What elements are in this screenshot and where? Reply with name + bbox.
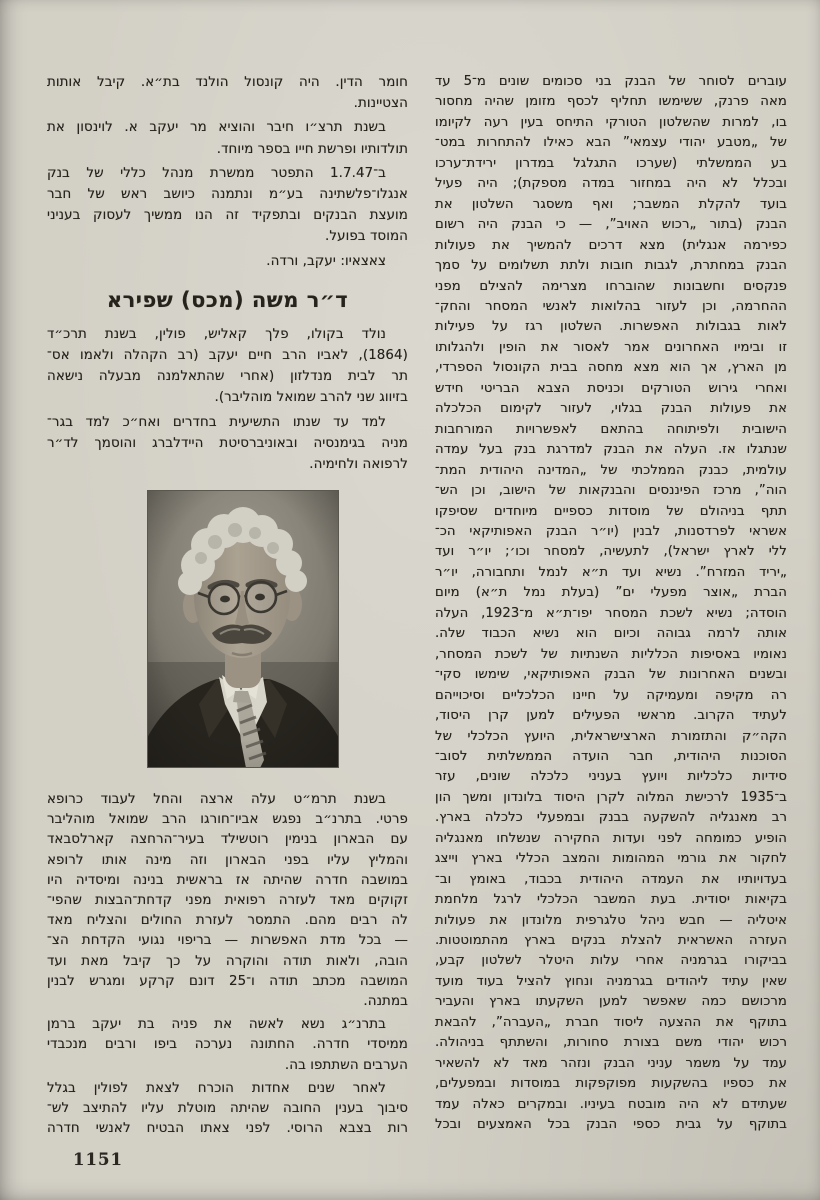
text-line: והמליץ עליו בפני הבארון וזה מינה אותו לרופא bbox=[47, 852, 408, 868]
text-line: לאחר שנים אחדות הוכרח לצאת לפולין בגלל bbox=[47, 1080, 386, 1096]
text-line: בעדויותיו את העמדה היהודית בכבוד, באומץ וב־ bbox=[435, 871, 787, 887]
paragraph bbox=[47, 117, 408, 159]
text-line: אנגלו־פלשתינה בע״מ ונתמנה כיושב ראש של חבר bbox=[47, 187, 408, 203]
portrait-photo bbox=[147, 490, 339, 768]
text-line: במתנה. bbox=[363, 994, 408, 1010]
text-line: איטליה — חבש ניהל טלגרפית מלונדון את פעולות bbox=[435, 912, 787, 928]
text-line: ובכלל לא היה במחזור במדה מספקת); היה פעיל bbox=[435, 176, 787, 192]
text-line: ואחרי גירוש הטורקים וכניסת הצבא הבריטי חידש bbox=[435, 380, 787, 396]
paragraph bbox=[47, 324, 408, 409]
text-line: תר לבית מנדלזון (אחרי שהתאלמנה מבעלה נישאה bbox=[47, 369, 408, 385]
text-line: מאה פרנק, ששימשו תחליף לכסף מזומן שהיה מחסור bbox=[435, 94, 787, 110]
text-line: בתוקף את ההצעה ליסוד חברת „העברה”, להבאת bbox=[435, 1014, 787, 1030]
text-line: המושבה מכתב תודה ו־25 דונם קרקע ומגרש לבנין bbox=[47, 973, 408, 989]
text-line: הישובית ולפיתוחה בהתאם לאפשרויות המורחבות bbox=[435, 421, 787, 437]
text-line: שאין עתיד ליהודים בגרמניה ונחוץ להציל בעוד מועד bbox=[435, 973, 787, 989]
text-line: הוה”, מרכז הפיננסים והבנקאות של הישוב, וכן הש־ bbox=[435, 483, 787, 499]
text-line: מרכושם כמה שאפשר למען השקעתו בארץ והעביר bbox=[435, 994, 787, 1010]
text-line: עוברים לסוחר של הבנק בני סכומים שונים מ־5 עד bbox=[435, 74, 787, 89]
text-line: (1864), לאביו הרב חיים יעקב (רב הקהלה ולאמו אס־ bbox=[47, 348, 408, 364]
text-line: זו ובימיו האחרונים אמר לאסור את הופין ולהגלותו bbox=[435, 339, 787, 355]
text-line: הצטיינות. bbox=[353, 96, 408, 112]
text-line: ובשנים האחרונות של הבנק האפותיקאי, שימשו סקי־ bbox=[435, 667, 787, 683]
text-line: בשנת תרצ״ו חיבר והוציא מר יעקב א. לוינסון את bbox=[47, 120, 386, 136]
page-number: 1151 bbox=[73, 1150, 123, 1169]
text-line: בתרנ״ג נשא לאשה את פניה בת יעקב ברמן bbox=[47, 1017, 386, 1033]
text-line: רה מקיפה ומעמיקה על חיינו הכלכליים וסיכוייהם bbox=[435, 687, 787, 703]
text-line: מן הארץ, אך הוא מצא מחסה בבית הקונסול הספרדי, bbox=[435, 360, 787, 376]
paragraph bbox=[47, 72, 408, 114]
text-line: שנתגלו אז. העלה את הבנק למדרגת בנק בעל עמדה bbox=[435, 442, 787, 458]
text-line: רב מאנגליה להשקעה בבנק ובמפעלי כלכלה בארץ. bbox=[435, 810, 787, 826]
text-line: בע הממשלתי (שערכו התגלגל במדרון ירידת־ערכו bbox=[435, 155, 787, 171]
text-line: מועצת הבנקים ובתפקיד זה הנו ממשיך לעסוק בעניני bbox=[47, 208, 408, 224]
text-line: ב־1.7.47 התפטר ממשרת מנהל כללי של בנק bbox=[47, 165, 386, 181]
text-line: נאומיו באסיפות הכלליות השנתיות של לשכת המסחר, bbox=[435, 646, 787, 662]
text-line: הברת „אוצר מפעלי ים” (בעלת נמל ת״א) מיום bbox=[435, 585, 787, 601]
text-line: עם הבארון בנימין רוטשילד בעיר־הרחצה קארלסבאד bbox=[47, 832, 408, 848]
text-line: הוסדה; נשיא לשכת המסחר יפו־ת״א מ־1923, העלה bbox=[435, 605, 788, 621]
text-line: בזיווג שני להרב שמואל מוהליבר). bbox=[214, 390, 408, 406]
text-line: סיבוך בענין החובה שהיתה מוטלת עליו להתיצב לש־ bbox=[47, 1101, 408, 1117]
text-line: בקיאות יסודית. בעת המשבר הכלכלי לרגל מלחמת bbox=[435, 892, 787, 908]
text-line: כפירמה אנגלית) מצא דרכים להמשיך את פעולות bbox=[435, 237, 787, 253]
text-line: רכוש יהודי משם בצורת סחורות, והשתתף בניהולה. bbox=[435, 1035, 787, 1051]
text-line: לאות בגבולות האפשרות. השלטון רגז על פעילות bbox=[435, 319, 787, 335]
text-line: של „מטבע יהודי עצמאי” הבא כאילו להתחרות במט־ bbox=[435, 135, 787, 151]
text-line: לה רבים מהם. התמסר לעזרת החולים והצליח מאד bbox=[47, 913, 408, 929]
text-line: הסוכנות היהודית, חבר הועדה הממשלתית לסוב־ bbox=[435, 748, 787, 764]
text-line: שעתידם לא היה מובטח בעיניו. ובמקרים כאלה עמד bbox=[435, 1096, 787, 1112]
paragraph bbox=[47, 251, 408, 272]
text-line: המוסד בפועל. bbox=[325, 229, 408, 245]
text-line: תתף בניהולם של מוסדות כספיים מיוחדים שסיפקו bbox=[435, 503, 787, 519]
entry-heading: ד״ר משה (מכס) שפירא bbox=[106, 287, 349, 312]
text-line: במושבה חדרה שהיתה אז בראשית בנינה ומיסדיה היו bbox=[47, 872, 408, 888]
text-line: הובה, ולאות תודה והוקרה על כך קיבל מאת ועד bbox=[47, 953, 408, 969]
text-line: לחקור את גורמי המהומות והמצב הכללי בארץ וייצג bbox=[435, 851, 787, 867]
text-line: מניה בגימנסיה ובאוניברסיטת היידלברג והוסמך לד״ר bbox=[47, 435, 408, 451]
text-line: לעתיד הקרוב. מראשי הפעילים למען קרן היסוד, bbox=[435, 708, 787, 724]
photo-vignette bbox=[147, 490, 339, 768]
paragraph bbox=[47, 1015, 408, 1076]
text-line: למד עד שנתו התשיעית בחדרים ואח״כ למד בגר־ bbox=[47, 414, 386, 430]
text-line: את פעולות הבנק בגלוי, לעזור לקימום הכלכלה bbox=[435, 401, 787, 417]
text-line: הופיע כמומחה לפני ועדות החקירה שנשלחו מאנגליה bbox=[435, 830, 787, 846]
text-line: העזרה האשראית להצלת בנקים בארץ מהתמוטטות. bbox=[435, 933, 787, 949]
text-line: ללי לארץ ישראל), לתעשיה, למסחר וכו׳; יו״ר ועד bbox=[435, 544, 787, 560]
text-line: חומר הדין. היה קונסול הולנד בת״א. קיבל אותות bbox=[47, 75, 408, 90]
text-line: לרפואה ולחימיה. bbox=[309, 457, 408, 473]
text-line: הבנק (בתור „רכוש האויב”, — כי הבנק היה רשום bbox=[435, 217, 787, 233]
text-line: הבנק במחתרת, לגבות חובות ולתת תשלומים על סמך bbox=[435, 258, 787, 274]
paragraph bbox=[47, 412, 408, 476]
left-column-lower bbox=[47, 790, 408, 1142]
text-line: עולמית, כבנק הממלכתי של „המדינה היהודית המת־ bbox=[435, 462, 787, 478]
text-line: אותה לרמה גבוהה וכיום הוא נשיא הכבוד שלה. bbox=[435, 626, 787, 642]
text-line: עמד על משמר עניני הבנק ונזהר מאד לא להשאיר bbox=[435, 1055, 787, 1071]
text-line: הערבים השתתפו בה. bbox=[284, 1057, 408, 1073]
right-column bbox=[435, 72, 787, 1139]
paragraph bbox=[47, 790, 408, 1012]
text-line: ממיסדי חדרה. החתונה נערכה ביפו ורבים מנכבדי bbox=[47, 1037, 408, 1053]
text-line: בו, למרות שהשלטון הטורקי התיחס בעין רעה לקיומו bbox=[435, 114, 787, 130]
text-line: בועד להקלת המשבר; ואף משסגר השלטון את bbox=[435, 196, 787, 212]
text-line: בביקורו בגרמניה אחרי עלות היטלר לשלטון קבע, bbox=[435, 953, 787, 969]
text-line: פנקסים וחשבונות שהוברחו מצרימה להצילם מפני bbox=[435, 278, 787, 294]
text-line: זקוקים מאד לעזרה רפואית מפני קדחת־הבצות שהפי־ bbox=[47, 893, 408, 909]
text-line: ב־1935 לרכישת המלוה לקרן היסוד בלונדון ומשך הון bbox=[435, 789, 787, 805]
text-line: צאצאיו: יעקב, ורדה. bbox=[266, 253, 386, 269]
text-line: ההחרמה, וכן לעזור בהלואות לאנשי המסחר והחק־ bbox=[435, 298, 787, 314]
text-line: סידיות כלכליות ויועץ בעניני כלכלה שונים, עזר bbox=[435, 769, 787, 785]
text-line: בשנת תרמ״ט עלה ארצה והחל לעבוד כרופא bbox=[47, 792, 386, 807]
text-line: נולד בקולו, פלך קאליש, פולין, בשנת תרכ״ד bbox=[47, 326, 386, 342]
text-line: את כספיו בהשקעות מפוקפקות במוסדות ובמפעלים, bbox=[435, 1076, 787, 1092]
paragraph bbox=[47, 1079, 408, 1140]
text-line: רות בצבא הרוסי. לפני צאתו הבטיח לאנשי חדרה bbox=[47, 1121, 408, 1137]
text-line: „יריד המזרח”. נשיא ועד ת״א לנמל ותחבורה, יו״ר bbox=[435, 564, 787, 580]
text-line: — בכל מדת האפשרות — בריפוי נגועי הקדחת הצ־ bbox=[47, 933, 408, 949]
left-column-upper bbox=[47, 72, 408, 478]
text-line: פרטי. בתרנ״ב נפגש אביו־חורגו הרב שמואל מוהליבר bbox=[47, 812, 408, 828]
text-line: אשראי לפרדסנות, לבנין (יו״ר הבנק האפותיקאי הכ־ bbox=[435, 523, 787, 539]
text-line: הקה״ק והתזמורת הארצישראלית, היועץ הכלכלי של bbox=[435, 728, 787, 744]
text-line: תולדותיו ופרשת חייו בספר מיוחד. bbox=[216, 141, 408, 157]
text-line: בתוקף על גבית כספי הבנק בכל האמצעים ובכל bbox=[435, 1117, 787, 1133]
paragraph bbox=[47, 163, 408, 248]
paragraph bbox=[435, 72, 787, 1136]
